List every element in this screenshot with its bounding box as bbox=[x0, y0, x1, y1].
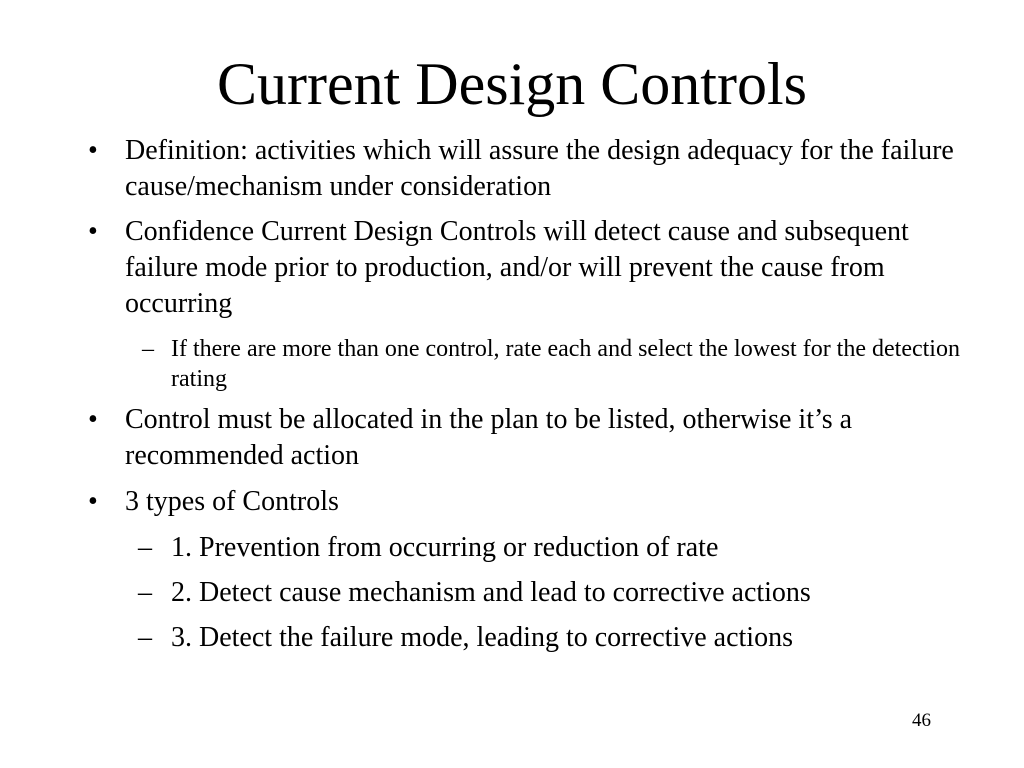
page-number: 46 bbox=[912, 710, 931, 731]
sub-bullet-marker: – bbox=[142, 336, 154, 362]
bullet-marker: • bbox=[88, 135, 98, 166]
bullet-marker: • bbox=[88, 486, 98, 517]
sub-bullet-detect-cause: 2. Detect cause mechanism and lead to corrective actions bbox=[171, 577, 811, 608]
bullet-definition: Definition: activities which will assure the design adequacy for the failure cause/mechanism under consideration bbox=[125, 135, 954, 202]
bullet-marker: • bbox=[88, 216, 98, 247]
bullet-marker: • bbox=[88, 404, 98, 435]
sub-bullet-prevention: 1. Prevention from occurring or reduction of rate bbox=[171, 532, 719, 563]
sub-bullet-marker: – bbox=[138, 532, 152, 563]
sub-bullet-detect-failure-mode: 3. Detect the failure mode, leading to corrective actions bbox=[171, 622, 793, 653]
sub-bullet-marker: – bbox=[138, 622, 152, 653]
slide-title: Current Design Controls bbox=[217, 51, 807, 117]
sub-bullet-marker: – bbox=[138, 577, 152, 608]
bullet-confidence: Confidence Current Design Controls will detect cause and subsequent failure mode prior to production, and/or will prevent the cause from occurring bbox=[125, 216, 909, 319]
bullet-types-of-controls: 3 types of Controls bbox=[125, 486, 339, 517]
sub-bullet-multiple-controls: If there are more than one control, rate each and select the lowest for the detection rating bbox=[171, 336, 960, 392]
bullet-control-allocation: Control must be allocated in the plan to be listed, otherwise it’s a recommended action bbox=[125, 404, 853, 471]
